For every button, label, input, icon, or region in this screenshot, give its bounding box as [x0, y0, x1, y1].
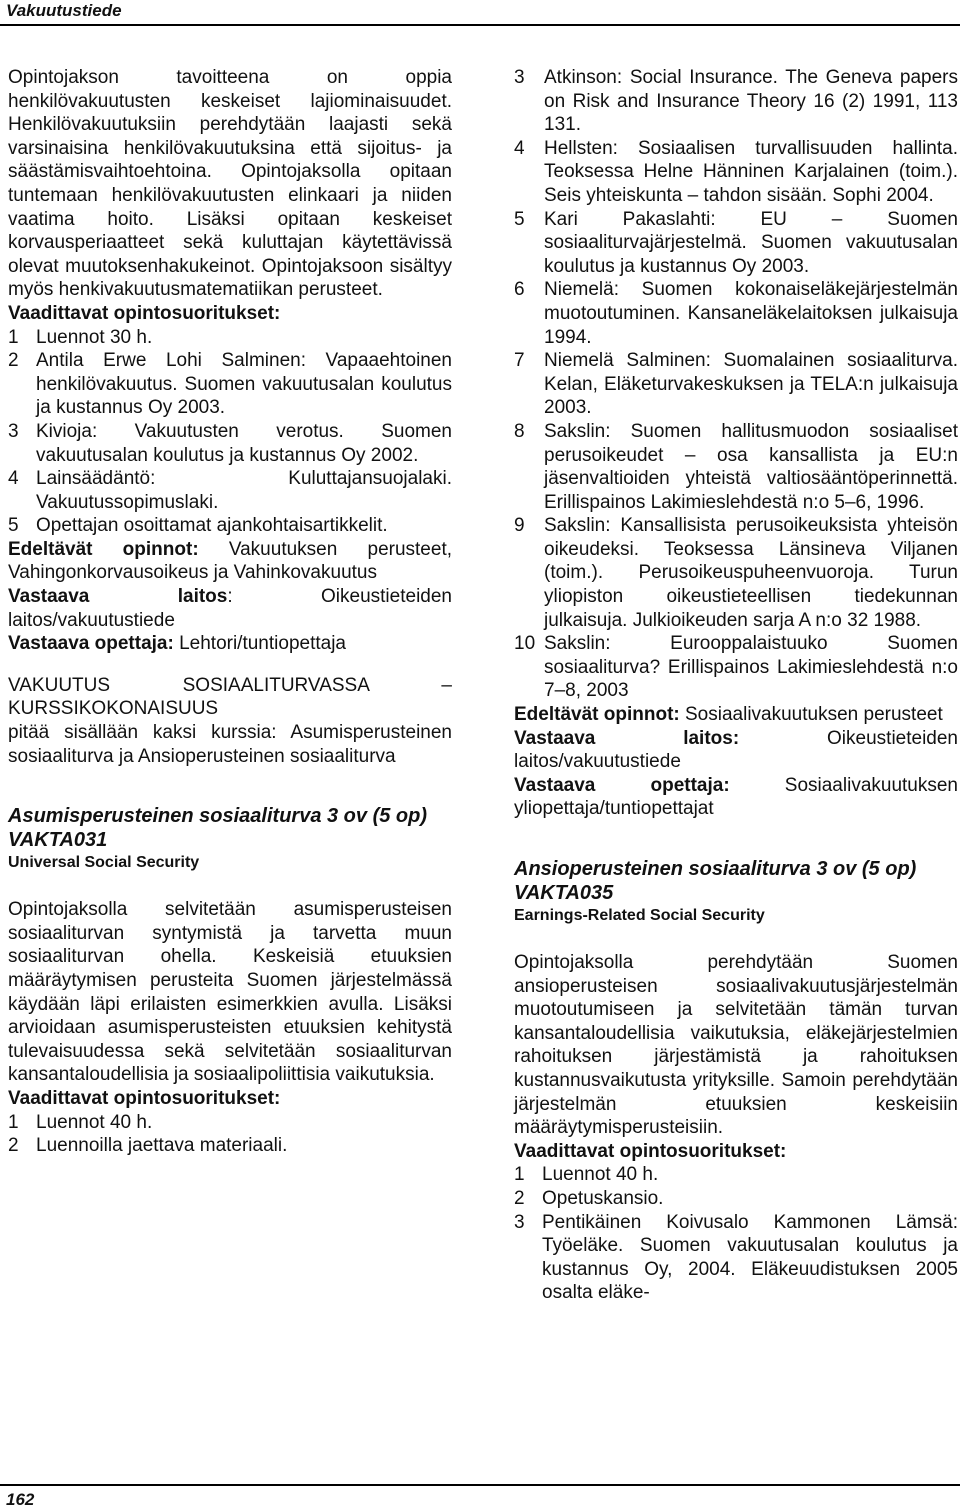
prerequisites: Edeltävät opinnot: Vakuutuksen perusteet, Vahingonkorvausoikeus ja Vahinkovakuutus	[8, 538, 452, 584]
right-column	[514, 66, 958, 1305]
list-item: 1 Luennot 40 h.	[514, 1164, 659, 1186]
list-item: 1 Luennot 30 h.	[8, 326, 153, 348]
responsible-teacher: Vastaava opettaja: Sosiaalivakuutuksen yliopettaja/tuntiopettajat	[514, 774, 958, 820]
list-item: 1 Luennot 40 h.	[8, 1111, 153, 1133]
list-item: 10 Sakslin: Eurooppalaistuuko Suomen sosiaaliturva? Erillispainos Lakimieslehdestä n:o 7–8, 2003	[514, 633, 958, 702]
list-item: 3 Pentikäinen Koivusalo Kammonen Lämsä: Työeläke. Suomen vakuutusalan koulutus ja kustannus Oy, 2004. Eläkeuudistuksen 2005 osalta eläke-	[514, 1211, 958, 1304]
left-column	[8, 66, 452, 1158]
responsible-department: Vastaava laitos: Oikeustieteiden laitos/vakuutustiede	[8, 586, 452, 631]
list-item: 3 Kivioja: Vakuutusten verotus. Suomen vakuutusalan koulutus ja kustannus Oy 2002.	[8, 420, 452, 466]
list-item: 4 Lainsäädäntö: Kuluttajansuojalaki. Vakuutussopimuslaki.	[8, 468, 452, 513]
requirements-heading: Vaadittavat opintosuoritukset:	[514, 1140, 787, 1162]
list-item: 9 Sakslin: Kansallisista perusoikeuksista yhteisön oikeudeksi. Teoksessa Länsineva Viljanen (toim.). Perusoikeuspuheenvuoroja. Turun yliopiston oikeustieteellisen tiedekunnan julkaisuja. Julkioikeuden sarja A n:o 32 1988.	[514, 515, 958, 631]
page-number: 162	[6, 1490, 35, 1509]
page-header	[0, 0, 960, 26]
course-subtitle: Earnings-Related Social Security	[514, 907, 765, 924]
course-description: Opintojaksolla selvitetään asumisperusteisen sosiaaliturvan syntymistä ja tarvetta muun sosiaaliturvan ohella. Keskeisiä etuuksien määräytymisen perusteita Suomen järjestelmässä käydään läpi erilaisten esimerkkien avulla. Lisäksi arvioidaan asumisperusteisten etuuksien kehitystä tulevaisuudessa sekä selvitetään sosiaaliturvan kansantaloudellisia ja sosiaalipoliittisia vaikutuksia.	[8, 899, 452, 1086]
course-title: Asumisperusteinen sosiaaliturva 3 ov (5 op) VAKTA031	[8, 805, 428, 852]
requirements-list	[8, 326, 452, 538]
requirements-list	[8, 1111, 452, 1158]
requirements-heading: Vaadittavat opintosuoritukset:	[8, 302, 281, 324]
intro-paragraph: Opintojakson tavoitteena on oppia henkilövakuutusten keskeiset lajiominaisuudet. Henkilövakuutuksiin perehdytään laajasti sekä varsinaisina henkilövakuutuksina että sijoitus- ja säästämisvaihtoehtoina. Opintojaksolla opitaan tuntemaan henkilövakuutusten elinkaari ja niiden vaatima hoito. Lisäksi opitaan keskeiset korvausperiaatteet sekä kuluttajan käytettävissä olevat muutoksenhakukeinot. Opintojaksoon sisältyy myös henkivakuutusmatematiikan perusteet.	[8, 67, 452, 301]
course-package-title: VAKUUTUS SOSIAALITURVASSA – KURSSIKOKONAISUUS	[8, 674, 452, 720]
list-item: 4 Hellsten: Sosiaalisen turvallisuuden hallinta. Teoksessa Helne Hänninen Karjalainen (toim.). Seis yhteiskunta – tahdon sisään. Sophi 2004.	[514, 137, 958, 206]
list-item: 2 Luennoilla jaettava materiaali.	[8, 1135, 288, 1157]
prerequisites: Edeltävät opinnot: Sosiaalivakuutuksen perusteet	[514, 704, 943, 726]
course-title: Ansioperusteinen sosiaaliturva 3 ov (5 op) VAKTA035	[514, 858, 917, 904]
responsible-teacher: Vastaava opettaja: Lehtori/tuntiopettaja	[8, 633, 346, 655]
requirements-list	[514, 1163, 958, 1305]
list-item: 2 Opetuskansio.	[514, 1187, 664, 1209]
list-item: 7 Niemelä Salminen: Suomalainen sosiaaliturva. Kelan, Eläketurvakeskuksen ja TELA:n julkaisuja 2003.	[514, 350, 958, 419]
course-description: Opintojaksolla perehdytään Suomen ansioperusteisen sosiaalivakuutusjärjestelmän muotoutumiseen ja selvitetään tämän turvan kansantaloudellisia vaikutuksia, eläkejärjestelmien rahoituksen järjestämistä ja rahoituksen kustannusvaikutusta yrityksille. Samoin perehdytään järjestelmän etuuksien keskeisiin määräytymisperusteisiin.	[514, 952, 958, 1139]
list-item: 2 Antila Erwe Lohi Salminen: Vapaaehtoinen henkilövakuutus. Suomen vakuutusalan koulutus ja kustannus Oy 2003.	[8, 350, 452, 419]
requirements-heading: Vaadittavat opintosuoritukset:	[8, 1087, 281, 1109]
list-item: 8 Sakslin: Suomen hallitusmuodon sosiaaliset perusoikeudet – osa kansallista ja EU:n jäsenvaltioiden yhteistä valtiosääntöperinnettä. Erillispainos Lakimieslehdestä n:o 5–6, 1996.	[514, 420, 958, 513]
list-item: 6 Niemelä: Suomen kokonaiseläkejärjestelmän muotoutuminen. Kansaneläkelaitoksen julkaisuja 1994.	[514, 279, 958, 348]
footer-rule	[0, 1484, 960, 1486]
course-subtitle: Universal Social Security	[8, 854, 200, 872]
list-item: 5 Opettajan osoittamat ajankohtaisartikkelit.	[8, 515, 388, 537]
list-item: 3 Atkinson: Social Insurance. The Geneva papers on Risk and Insurance Theory 16 (2) 1991, 113 131.	[514, 67, 958, 136]
course-package-text: pitää sisällään kaksi kurssia: Asumisperusteinen sosiaaliturva ja Ansioperusteinen sosiaaliturva	[8, 722, 452, 767]
list-item: 5 Kari Pakaslahti: EU – Suomen sosiaaliturvajärjestelmä. Suomen vakuutusalan koulutus ja kustannus Oy 2003.	[514, 208, 958, 277]
running-title: Vakuutustiede	[6, 1, 122, 20]
responsible-department: Vastaava laitos: Oikeustieteiden laitos/vakuutustiede	[514, 727, 958, 773]
header-rule	[0, 24, 960, 26]
literature-list	[514, 66, 958, 703]
